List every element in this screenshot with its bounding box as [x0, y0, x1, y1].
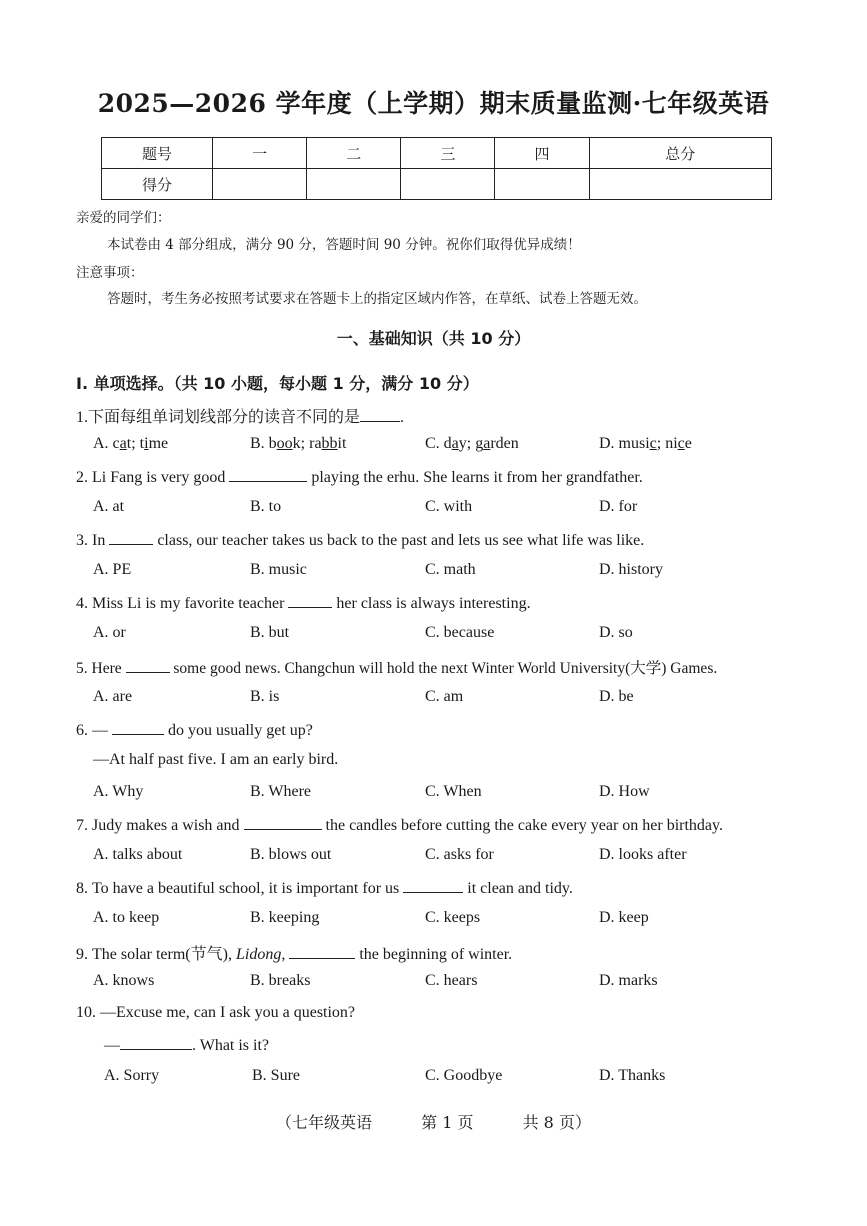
- option-d[interactable]: D. marks: [599, 972, 658, 989]
- question-6-options: [93, 783, 853, 805]
- option-a[interactable]: A. PE: [93, 561, 132, 578]
- option-d[interactable]: D. history: [599, 561, 663, 578]
- option-a[interactable]: A. Why: [93, 783, 144, 800]
- question-6-reply: —At half past five. I am an early bird.: [93, 751, 339, 768]
- option-b[interactable]: B. music: [250, 561, 307, 578]
- notice-title: 注意事项：: [76, 265, 144, 281]
- page-footer: [0, 1110, 867, 1133]
- question-10-options: [104, 1067, 864, 1089]
- question-7: 7. Judy makes a wish and the candles before cutting the cake every year on her birthday.: [76, 817, 723, 834]
- option-c[interactable]: C. Goodbye: [425, 1067, 503, 1084]
- score-header-cell: 一: [213, 138, 307, 169]
- footer-subject: （七年级英语: [276, 1113, 373, 1132]
- option-b[interactable]: B. Where: [250, 783, 312, 800]
- question-9: 9. The solar term(节气), Lidong, the beginning of winter.: [76, 946, 513, 963]
- footer-page-number: 第 1 页: [421, 1113, 474, 1132]
- question-8-options: [93, 909, 853, 931]
- option-b[interactable]: B. blows out: [250, 846, 332, 863]
- option-a[interactable]: A. cat; time: [93, 435, 169, 452]
- option-c[interactable]: C. asks for: [425, 846, 494, 863]
- option-a[interactable]: A. to keep: [93, 909, 160, 926]
- option-d[interactable]: D. music; nice: [599, 435, 692, 452]
- option-a[interactable]: A. are: [93, 688, 133, 705]
- answer-blank[interactable]: [109, 530, 153, 545]
- option-a[interactable]: A. knows: [93, 972, 155, 989]
- option-d[interactable]: D. keep: [599, 909, 649, 926]
- question-1-options: [93, 435, 853, 457]
- answer-blank[interactable]: [403, 878, 463, 893]
- score-cell[interactable]: [213, 169, 307, 200]
- option-a[interactable]: A. or: [93, 624, 126, 641]
- question-10-reply: — . What is it?: [104, 1037, 270, 1054]
- question-4: 4. Miss Li is my favorite teacher her class is always interesting.: [76, 595, 531, 612]
- option-c[interactable]: C. hears: [425, 972, 478, 989]
- question-1: 1.下面每组单词划线部分的读音不同的是 .: [76, 409, 405, 426]
- answer-blank[interactable]: [112, 720, 164, 735]
- intro-text: 本试卷由 4 部分组成，满分 90 分，答题时间 90 分钟。祝你们取得优异成绩！: [107, 237, 581, 253]
- option-d[interactable]: D. How: [599, 783, 650, 800]
- question-2: 2. Li Fang is very good playing the erhu. She learns it from her grandfather.: [76, 469, 643, 486]
- score-header-cell: 总分: [589, 138, 771, 169]
- score-table-score-row: [102, 169, 772, 200]
- question-4-options: [93, 624, 853, 646]
- option-b[interactable]: B. book; rabbit: [250, 435, 347, 452]
- score-cell[interactable]: [589, 169, 771, 200]
- score-cell[interactable]: [495, 169, 589, 200]
- score-row-label: 得分: [102, 169, 213, 200]
- score-header-cell: 题号: [102, 138, 213, 169]
- option-d[interactable]: D. so: [599, 624, 633, 641]
- answer-blank[interactable]: [120, 1035, 192, 1050]
- option-d[interactable]: D. looks after: [599, 846, 687, 863]
- option-c[interactable]: C. When: [425, 783, 482, 800]
- answer-blank[interactable]: [126, 658, 170, 673]
- intro-greeting: 亲爱的同学们：: [76, 210, 171, 226]
- option-c[interactable]: C. day; garden: [425, 435, 519, 452]
- option-a[interactable]: A. at: [93, 498, 125, 515]
- question-9-options: [93, 972, 853, 994]
- question-3: 3. In class, our teacher takes us back to the past and lets us see what life was like.: [76, 532, 645, 549]
- answer-blank[interactable]: [229, 467, 307, 482]
- option-c[interactable]: C. with: [425, 498, 473, 515]
- score-header-cell: 三: [401, 138, 495, 169]
- question-3-options: [93, 561, 853, 583]
- question-5: 5. Here some good news. Changchun will hold the next Winter World University(大学) Games.: [76, 660, 718, 677]
- option-c[interactable]: C. am: [425, 688, 464, 705]
- page-title: 2025—2026 学年度（上学期）期末质量监测·七年级英语: [97, 89, 770, 118]
- option-b[interactable]: B. breaks: [250, 972, 311, 989]
- score-table-header-row: [102, 138, 772, 169]
- option-a[interactable]: A. talks about: [93, 846, 183, 863]
- option-c[interactable]: C. math: [425, 561, 476, 578]
- option-d[interactable]: D. Thanks: [599, 1067, 666, 1084]
- option-b[interactable]: B. keeping: [250, 909, 320, 926]
- option-b[interactable]: B. is: [250, 688, 280, 705]
- question-6: 6. — do you usually get up?: [76, 722, 313, 739]
- answer-blank[interactable]: [289, 944, 355, 959]
- score-header-cell: 四: [495, 138, 589, 169]
- question-5-options: [93, 688, 853, 710]
- footer-total-pages: 共 8 页）: [522, 1113, 591, 1132]
- option-b[interactable]: B. but: [250, 624, 290, 641]
- score-cell[interactable]: [401, 169, 495, 200]
- score-cell[interactable]: [307, 169, 401, 200]
- option-c[interactable]: C. because: [425, 624, 495, 641]
- option-a[interactable]: A. Sorry: [104, 1067, 160, 1084]
- part-title: I. 单项选择。（共 10 小题，每小题 1 分，满分 10 分）: [76, 374, 479, 393]
- answer-blank[interactable]: [244, 815, 322, 830]
- option-c[interactable]: C. keeps: [425, 909, 481, 926]
- answer-blank[interactable]: [360, 407, 400, 422]
- section-title: 一、基础知识（共 10 分）: [336, 329, 531, 348]
- option-d[interactable]: D. for: [599, 498, 638, 515]
- question-8: 8. To have a beautiful school, it is important for us it clean and tidy.: [76, 880, 573, 897]
- option-d[interactable]: D. be: [599, 688, 634, 705]
- option-b[interactable]: B. to: [250, 498, 282, 515]
- question-7-options: [93, 846, 853, 868]
- question-10: 10. —Excuse me, can I ask you a question?: [76, 1004, 356, 1021]
- question-2-options: [93, 498, 853, 520]
- score-table: [101, 137, 772, 200]
- answer-blank[interactable]: [288, 593, 332, 608]
- notice-text: 答题时，考生务必按照考试要求在答题卡上的指定区域内作答，在草纸、试卷上答题无效。: [107, 291, 647, 307]
- score-header-cell: 二: [307, 138, 401, 169]
- option-b[interactable]: B. Sure: [252, 1067, 300, 1084]
